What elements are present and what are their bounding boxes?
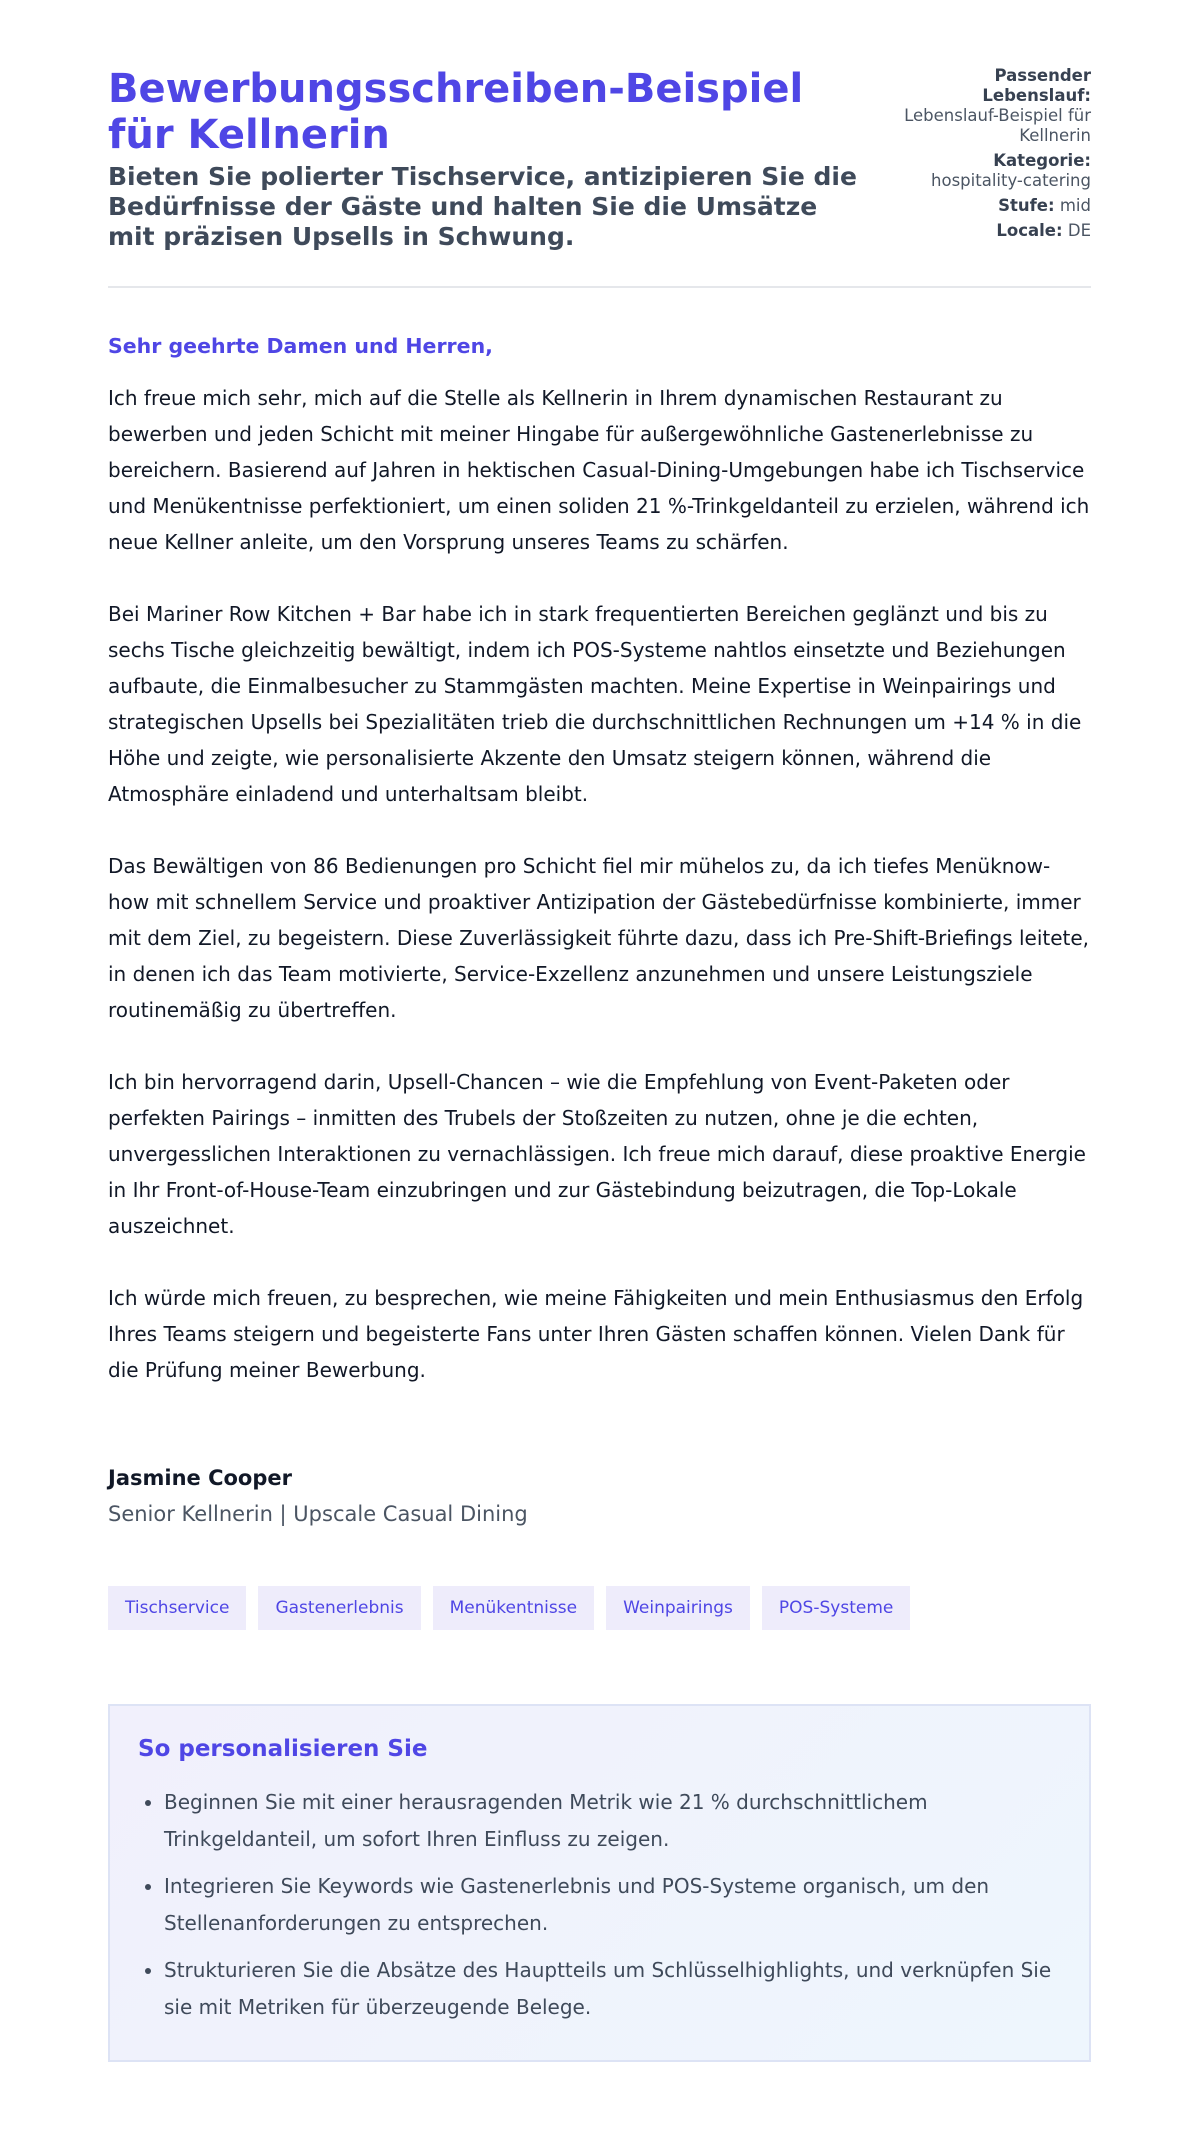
tag: Menükentnisse — [433, 1586, 594, 1630]
tag: Gastenerlebnis — [258, 1586, 420, 1630]
meta-category — [901, 151, 1091, 191]
meta-locale — [901, 221, 1091, 241]
divider — [108, 286, 1091, 288]
title-block — [108, 66, 868, 252]
meta-label: Stufe: — [998, 196, 1055, 215]
meta-label: Kategorie: — [993, 151, 1091, 170]
greeting: Sehr geehrte Damen und Herren, — [108, 334, 493, 358]
tip-item: • Strukturieren Sie die Absätze des Hauptteils um Schlüsselhighlights, und verknüpfen Sie sie mit Metriken für überzeugende Belege. — [164, 1952, 1061, 2026]
page-subtitle: Bieten Sie polierter Tischservice, antizipieren Sie die Bedürfnisse der Gäste und halten Sie die Umsätze mit präzisen Upsells in Schwung. — [108, 162, 857, 251]
meta-level — [901, 196, 1091, 216]
tip-item: • Integrieren Sie Keywords wie Gastenerlebnis und POS-Systeme organisch, um den Stellenanforderungen zu entsprechen. — [164, 1868, 1061, 1942]
tag: Tischservice — [108, 1586, 246, 1630]
paragraph: Ich freue mich sehr, mich auf die Stelle als Kellnerin in Ihrem dynamischen Restaurant zu bewerben und jeden Schicht mit meiner Hingabe für außergewöhnliche Gastenerlebnisse zu bereichern. Basierend auf Jahren in hektischen Casual-Dining-Umgebungen habe ich Tischservice und Menükentnisse perfektioniert, um einen soliden 21 %-Trinkgeldanteil zu erzielen, während ich neue Kellner anleite, um den Vorsprung unseres Teams zu schärfen. — [108, 386, 1090, 554]
tips-list — [138, 1784, 1061, 2026]
meta-label: Passender Lebenslauf: — [982, 66, 1091, 105]
meta-panel — [901, 66, 1091, 252]
signature-title: Senior Kellnerin | Upscale Casual Dining — [108, 1502, 528, 1526]
signature-name: Jasmine Cooper — [108, 1466, 292, 1490]
personalize-tips — [108, 1704, 1091, 2062]
tips-title: So personalisieren Sie — [138, 1736, 428, 1762]
paragraph: Das Bewältigen von 86 Bedienungen pro Schicht fiel mir mühelos zu, da ich tiefes Menüknow-how mit schnellem Service und proaktiver Antizipation der Gästebedürfnisse kombinierte, immer mit dem Ziel, zu begeistern. Diese Zuverlässigkeit führte dazu, dass ich Pre-Shift-Briefings leitete, in denen ich das Team motivierte, Service-Exzellenz anzunehmen und unsere Leistungsziele routinemäßig zu übertreffen. — [108, 854, 1090, 1022]
meta-value: Lebenslauf-Beispiel für Kellnerin — [904, 106, 1091, 145]
paragraph: Ich würde mich freuen, zu besprechen, wie meine Fähigkeiten und mein Enthusiasmus den Erfolg Ihres Teams steigern und begeisterte Fans unter Ihren Gästen schaffen können. Vielen Dank für die Prüfung meiner Bewerbung. — [108, 1286, 1084, 1382]
meta-resume — [901, 66, 1091, 146]
paragraph: Ich bin hervorragend darin, Upsell-Chancen – wie die Empfehlung von Event-Paketen oder perfekten Pairings – inmitten des Trubels der Stoßzeiten zu nutzen, ohne je die echten, unvergesslichen Interaktionen zu vernachlässigen. Ich freue mich darauf, diese proaktive Energie in Ihr Front-of-House-Team einzubringen und zur Gästebindung beizutragen, die Top-Lokale auszeichnet. — [108, 1070, 1086, 1238]
page-title: Bewerbungsschreiben-Beispiel für Kellnerin — [108, 66, 804, 158]
meta-label: Locale: — [996, 221, 1063, 240]
meta-value: hospitality-catering — [931, 171, 1091, 190]
tag: POS-Systeme — [762, 1586, 910, 1630]
paragraph: Bei Mariner Row Kitchen + Bar habe ich in stark frequentierten Bereichen geglänzt und bis zu sechs Tische gleichzeitig bewältigt, indem ich POS-Systeme nahtlos einsetzte und Beziehungen aufbaute, die Einmalbesucher zu Stammgästen machten. Meine Expertise in Weinpairings und strategischen Upsells bei Spezialitäten trieb die durchschnittlichen Rechnungen um +14 % in die Höhe und zeigte, wie personalisierte Akzente den Umsatz steigern können, während die Atmosphäre einladend und unterhaltsam bleibt. — [108, 602, 1082, 806]
meta-value: mid — [1059, 196, 1091, 215]
meta-value: DE — [1067, 221, 1091, 240]
tag-list — [108, 1586, 1091, 1630]
tip-item: • Beginnen Sie mit einer herausragenden Metrik wie 21 % durchschnittlichem Trinkgeldanteil, um sofort Ihren Einfluss zu zeigen. — [164, 1784, 1061, 1858]
page — [108, 0, 1091, 2062]
tag: Weinpairings — [606, 1586, 750, 1630]
header — [108, 0, 1091, 252]
